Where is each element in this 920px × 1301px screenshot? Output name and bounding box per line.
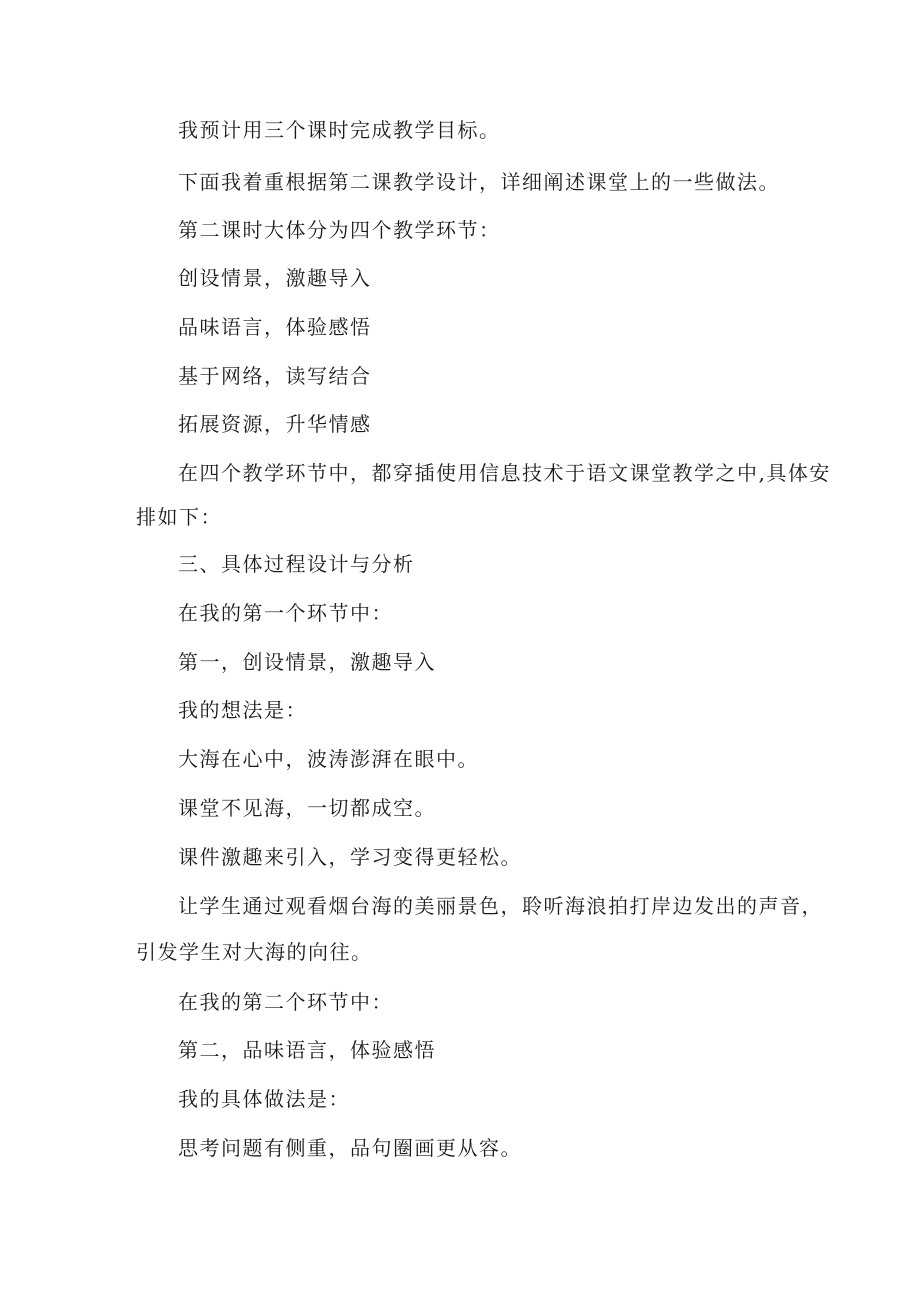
- paragraph-6: 基于网络，读写结合: [178, 364, 372, 388]
- paragraph-15-continued: 引发学生对大海的向往。: [136, 940, 373, 964]
- paragraph-8: 在四个教学环节中，都穿插使用信息技术于语文课堂教学之中,具体安: [178, 461, 831, 485]
- paragraph-16: 在我的第二个环节中：: [178, 990, 393, 1014]
- paragraph-11: 我的想法是：: [178, 698, 307, 722]
- paragraph-15: 让学生通过观看烟台海的美丽景色，聆听海浪拍打岸边发出的声音，: [178, 894, 823, 918]
- paragraph-18: 我的具体做法是：: [178, 1087, 350, 1111]
- paragraph-2: 下面我着重根据第二课教学设计，详细阐述课堂上的一些做法。: [178, 170, 780, 194]
- paragraph-19: 思考问题有侧重，品句圈画更从容。: [178, 1136, 522, 1160]
- section-heading: 三、具体过程设计与分析: [178, 552, 415, 576]
- paragraph-14: 课件激趣来引入，学习变得更轻松。: [178, 845, 522, 869]
- paragraph-8-continued: 排如下：: [136, 505, 222, 529]
- paragraph-3: 第二课时大体分为四个教学环节：: [178, 218, 501, 242]
- paragraph-17: 第二，品味语言，体验感悟: [178, 1038, 436, 1062]
- paragraph-10: 第一，创设情景，激趣导入: [178, 650, 436, 674]
- paragraph-4: 创设情景，激趣导入: [178, 266, 372, 290]
- paragraph-9: 在我的第一个环节中：: [178, 601, 393, 625]
- paragraph-12: 大海在心中，波涛澎湃在眼中。: [178, 747, 479, 771]
- paragraph-7: 拓展资源，升华情感: [178, 412, 372, 436]
- paragraph-1: 我预计用三个课时完成教学目标。: [178, 118, 501, 142]
- paragraph-5: 品味语言，体验感悟: [178, 315, 372, 339]
- paragraph-13: 课堂不见海，一切都成空。: [178, 796, 436, 820]
